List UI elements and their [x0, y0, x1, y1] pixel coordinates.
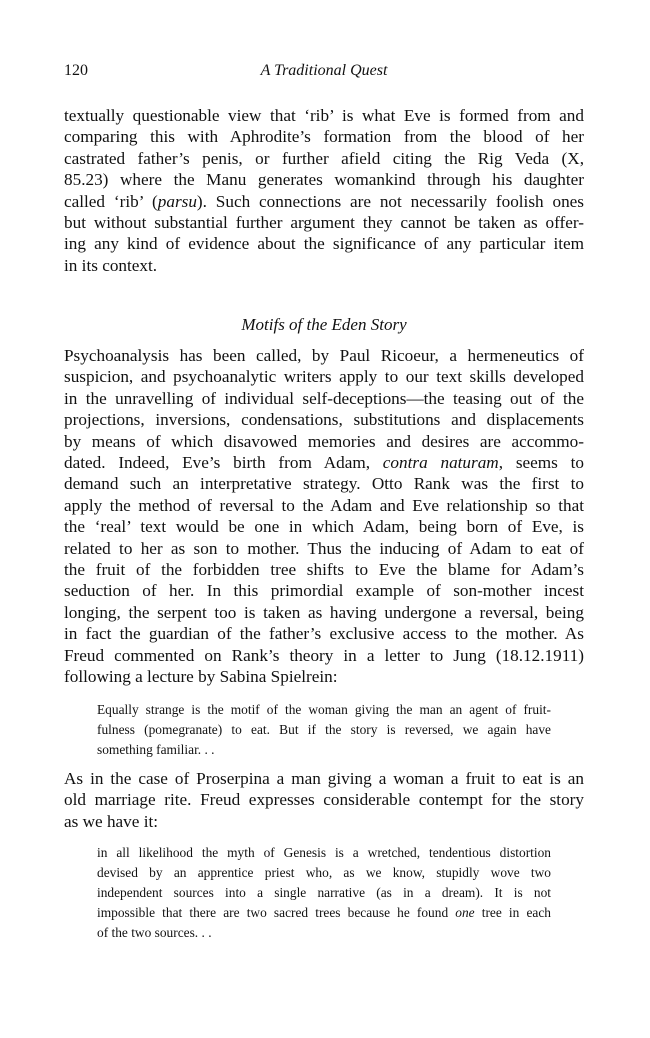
running-title: A Traditional Quest — [260, 62, 388, 79]
quote-line: Equally strange is the motif of the woman giving the man an agent of fruit- — [97, 702, 551, 717]
text-line: castrated father’s penis, or further afield citing the Rig Veda (X, — [64, 148, 584, 168]
text-line: projections, inversions, condensations, substitutions and displacements — [64, 410, 584, 430]
text-segment: tree in each — [474, 905, 551, 920]
block-quote-genesis-myth — [97, 843, 551, 943]
paragraph-psychoanalysis — [64, 345, 584, 688]
text-line: comparing this with Aphrodite’s formation from the blood of her — [64, 127, 584, 147]
block-quote-freud-letter — [97, 700, 551, 760]
quote-line: of the two sources. . . — [97, 925, 212, 940]
text-segment: ). Such connections are not necessarily foolish ones — [196, 191, 584, 211]
italic-term-parsu: parsu — [157, 191, 197, 211]
paragraph-proserpina — [64, 768, 584, 832]
text-line: As in the case of Proserpina a man giving a woman a fruit to eat is an — [64, 769, 584, 788]
text-line: by means of which disavowed memories and desires are accommo- — [64, 431, 584, 451]
paragraph-intro — [64, 105, 584, 276]
text-line: following a lecture by Sabina Spielrein: — [64, 667, 338, 687]
quote-line: devised by an apprentice priest who, as we know, stupidly wove two — [97, 865, 551, 880]
italic-term-contra-naturam: contra naturam — [382, 453, 499, 473]
text-line: but without substantial further argument they cannot be taken as offer- — [64, 213, 584, 233]
text-line: longing, the serpent too is taken as having undergone a reversal, being — [64, 602, 584, 622]
page-number: 120 — [64, 62, 88, 79]
quote-line — [97, 903, 551, 923]
text-line: in fact the guardian of the father’s exclusive access to the mother. As — [64, 624, 584, 644]
text-line: in the unravelling of individual self-deceptions—the teasing out of the — [64, 388, 584, 408]
text-line: the fruit of the forbidden tree shifts to Eve the blame for Adam’s — [64, 560, 584, 580]
text-line: as we have it: — [64, 811, 159, 831]
text-line — [64, 191, 584, 212]
text-line: suspicion, and psychoanalytic writers apply to our text skills developed — [64, 367, 584, 387]
text-line: seduction of her. In this primordial example of son-mother incest — [64, 581, 584, 601]
quote-line: fulness (pomegranate) to eat. But if the story is reversed, we again have — [97, 722, 551, 737]
text-line: apply the method of reversal to the Adam and Eve relationship so that — [64, 495, 584, 515]
text-line: demand such an interpretative strategy. Otto Rank was the first to — [64, 474, 584, 494]
text-line: Freud commented on Rank’s theory in a letter to Jung (18.12.1911) — [64, 645, 584, 665]
text-line: the ‘real’ text would be one in which Adam, being born of Eve, is — [64, 517, 584, 537]
text-line: in its context. — [64, 255, 158, 275]
text-line: related to her as son to mother. Thus the inducing of Adam to eat of — [64, 538, 584, 558]
quote-line: independent sources into a single narrative (as in a dream). It is not — [97, 885, 551, 900]
text-line — [64, 452, 584, 473]
text-segment: dated. Indeed, Eve’s birth from Adam, — [64, 453, 383, 473]
page-header — [64, 62, 584, 86]
text-line: Psychoanalysis has been called, by Paul Ricoeur, a hermeneutics of — [64, 346, 584, 365]
quote-line: something familiar. . . — [97, 742, 215, 757]
text-line: ing any kind of evidence about the significance of any particular item — [64, 234, 584, 254]
text-segment: , seems to — [498, 453, 585, 473]
text-line: textually questionable view that ‘rib’ is what Eve is formed from and — [64, 106, 584, 125]
text-segment: impossible that there are two sacred trees because he found — [97, 905, 456, 920]
text-segment: called ‘rib’ ( — [64, 191, 158, 211]
section-heading: Motifs of the Eden Story — [241, 315, 407, 334]
text-line: 85.23) where the Manu generates womankind through his daughter — [64, 170, 584, 190]
italic-term-one: one — [455, 905, 475, 920]
text-line: old marriage rite. Freud expresses considerable contempt for the story — [64, 790, 584, 810]
quote-line: in all likelihood the myth of Genesis is a wretched, tendentious distortion — [97, 845, 551, 860]
